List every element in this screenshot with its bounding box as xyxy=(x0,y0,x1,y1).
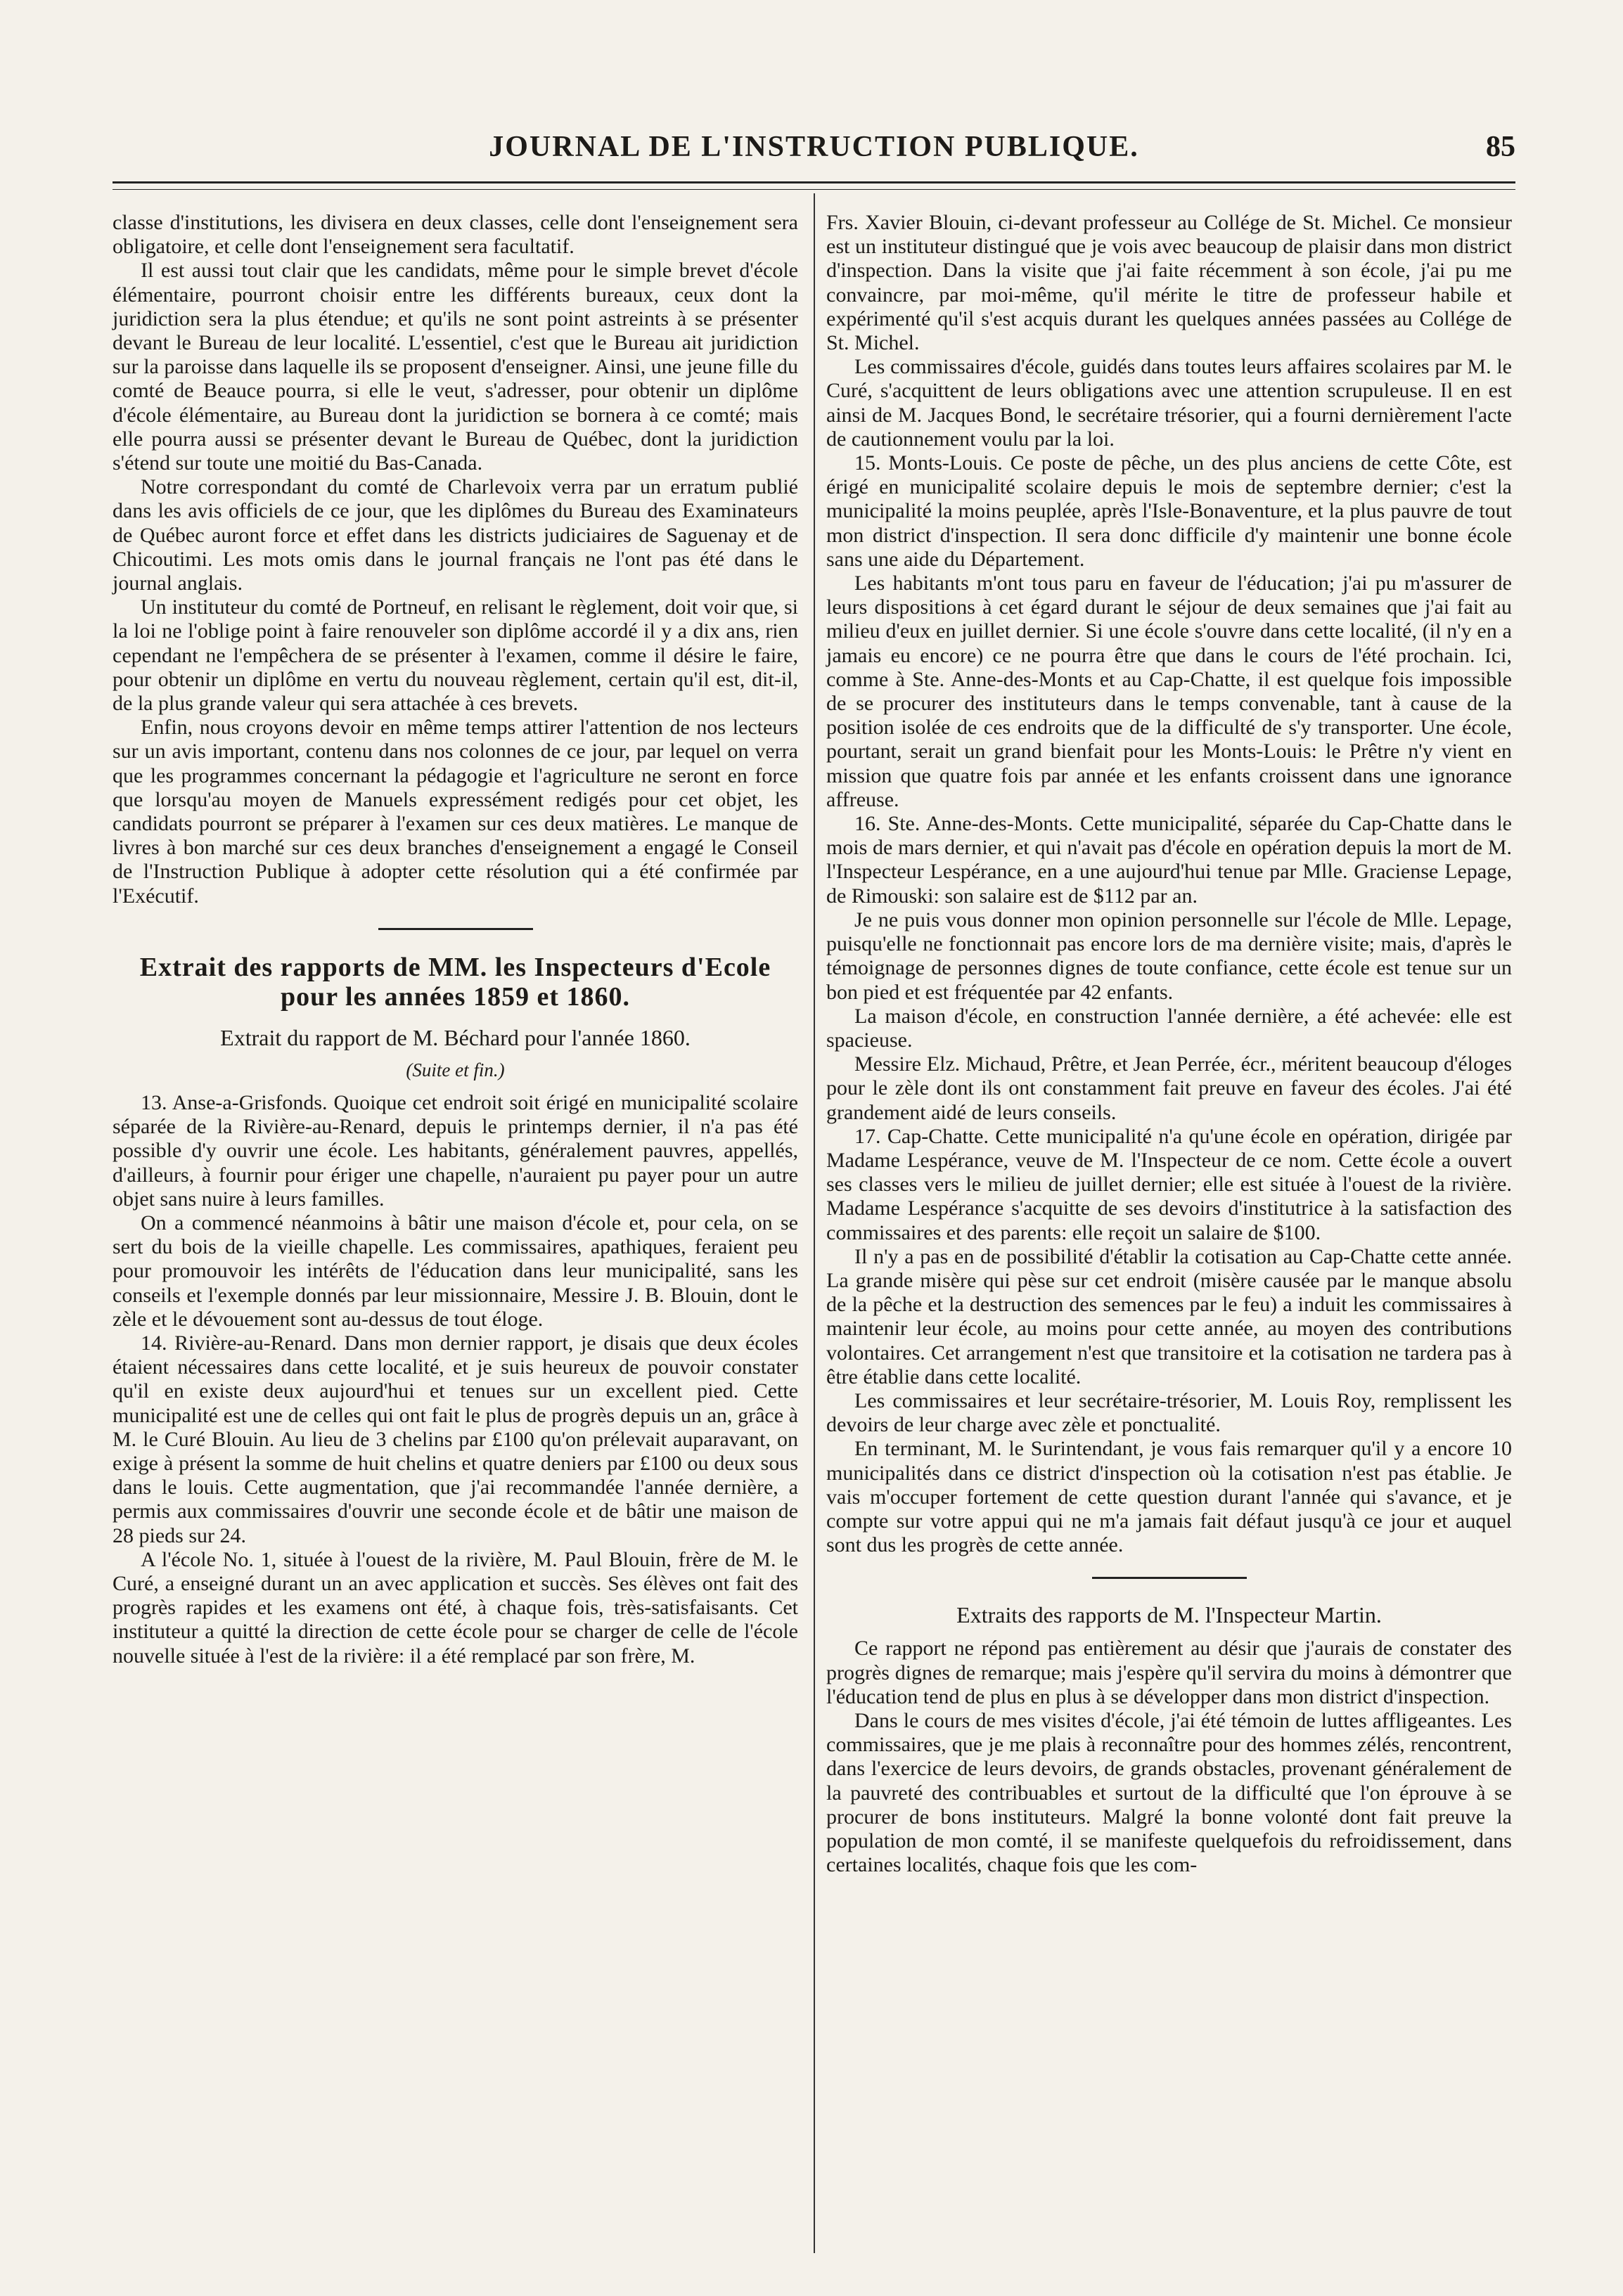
column-divider xyxy=(814,193,815,2253)
page-number: 85 xyxy=(1486,131,1515,163)
right-column xyxy=(826,211,1512,1877)
right-paragraph-10: Il n'y a pas en de possibilité d'établir la cotisation au Cap-Chatte cette année. La grande misère qui pèse sur cet endroit (misère causée par le manque absolu de la pêche et la destruction des semences par le feu) a induit les commissaires à maintenir leur école, au moins pour cette année, au moyen des contributions volontaires. Cet arrangement n'est que transitoire et la cotisation ne tardera pas à être établie dans cette localité. xyxy=(826,1244,1512,1388)
continued-note: (Suite et fin.) xyxy=(406,1059,505,1081)
right-paragraph-8: Messire Elz. Michaud, Prêtre, et Jean Perrée, écr., méritent beaucoup d'éloges pour le zèle dont ils ont constamment fait preuve en faveur des écoles. J'ai été grandement aidé de leurs conseils. xyxy=(826,1052,1512,1124)
left-paragraph-7: On a commencé néanmoins à bâtir une maison d'école et, pour cela, on se sert du bois de la vieille chapelle. Les commissaires, apathiques, feraient peu pour promouvoir les intérêts de l'éducation dans leur municipalité, sans les conseils et l'exemple donnés par leur missionnaire, Messire J. B. Blouin, dont le zèle et le dévouement sont au-dessus de tout éloge. xyxy=(113,1211,798,1331)
right-paragraph-2: Les commissaires d'école, guidés dans toutes leurs affaires scolaires par M. le Curé, s'acquittent de leurs obligations avec une attention scrupuleuse. Il en est ainsi de M. Jacques Bond, le secrétaire trésorier, qui a fourni dernièrement l'acte de cautionnement voulu par la loi. xyxy=(826,355,1512,451)
right-paragraph-12: En terminant, M. le Surintendant, je vous fais remarquer qu'il y a encore 10 municipalités dans ce district d'inspection où la cotisation n'est pas établie. Je vais m'occuper fortement de cette question durant l'année qui s'avance, et je compte sur votre appui qui ne m'a jamais fait défaut jusqu'à ce jour et auquel sont dus les progrès de cette année. xyxy=(826,1437,1512,1557)
left-paragraph-8: 14. Rivière-au-Renard. Dans mon dernier rapport, je disais que deux écoles étaient nécessaires dans cette localité, et je suis heureux de pouvoir constater qu'il en existe deux aujourd'hui et tenues sur un excellent pied. Cette municipalité est une de celles qui ont fait le plus de progrès depuis un an, grâce à M. le Curé Blouin. Au lieu de 3 chelins par £100 qu'on prélevait auparavant, on exige à présent la somme de huit chelins et quatre deniers par £100 ou deux sous dans le louis. Cette augmentation, que j'ai recommandée l'année dernière, a permis aux commissaires d'ouvrir une seconde école et de bâtir une maison de 28 pieds sur 24. xyxy=(113,1331,798,1547)
header-rule xyxy=(113,181,1515,190)
right-paragraph-4: Les habitants m'ont tous paru en faveur de l'éducation; j'ai pu m'assurer de leurs dispositions à cet égard durant le séjour de deux semaines que j'ai fait au milieu d'eux en juillet dernier. Si une école s'ouvre dans cette localité, (il n'y en a jamais eu encore) ce ne pourra être que dans le cours de l'été prochain. Ici, comme à Ste. Anne-des-Monts et au Cap-Chatte, il est quelque fois impossible de se procurer des instituteurs dans le temps convenable, tant à cause de la position isolée de ces endroits que de la difficulté de s'y transporter. Une école, pourtant, serait un grand bienfait pour les Monts-Louis: le Prêtre n'y vient en mission que quatre fois par année et les enfants croissent dans une ignorance affreuse. xyxy=(826,572,1512,811)
left-paragraph-9: A l'école No. 1, située à l'ouest de la rivière, M. Paul Blouin, frère de M. le Curé, a enseigné durant un an avec application et succès. Ses élèves ont fait des progrès rapides et les examens ont été, à chaque fois, très-satisfaisants. Cet instituteur a quitté la direction de cette école pour se charger de celle de l'école nouvelle située à l'est de la rivière: il a été remplacé par son frère, M. xyxy=(113,1547,798,1668)
left-paragraph-5: Enfin, nous croyons devoir en même temps attirer l'attention de nos lecteurs sur un avis important, contenu dans nos colonnes de ce jour, par lequel on verra que les programmes concernant la pédagogie et l'agriculture ne seront en force que lorsqu'au moyen de Manuels expressément redigés pour cet objet, les candidats pourront se préparer à l'examen sur ces deux matières. Le manque de livres à bon marché sur ces deux branches d'enseignement a engagé le Conseil de l'Instruction Publique à adopter cette résolution qui a été confirmée par l'Exécutif. xyxy=(113,716,798,908)
right-paragraph-9: 17. Cap-Chatte. Cette municipalité n'a qu'une école en opération, dirigée par Madame Lespérance, veuve de M. l'Inspecteur de ce nom. Cette école a ouvert ses classes vers le milieu de juillet dernier; elle est située à l'ouest de la rivière. Madame Lespérance s'acquitte de ses devoirs d'institutrice à la satisfaction des commissaires et des parents: elle reçoit un salaire de $100. xyxy=(826,1124,1512,1244)
right-paragraph-6: Je ne puis vous donner mon opinion personnelle sur l'école de Mlle. Lepage, puisqu'elle ne fonctionnait pas encore lors de ma dernière visite; mais, d'après le témoignage de personnes dignes de toute confiance, cette école est tenue sur un bon pied et est fréquentée par 42 enfants. xyxy=(826,908,1512,1004)
extract-subheading: Extrait du rapport de M. Béchard pour l'année 1860. xyxy=(220,1024,691,1050)
right-paragraph-14: Dans le cours de mes visites d'école, j'ai été témoin de luttes affligeantes. Les commissaires, que je me plais à reconnaître pour des hommes zélés, rencontrent, dans l'exercice de leurs devoirs, de grands obstacles, provenant généralement de la pauvreté des contribuables et surtout de la difficulté que l'on éprouve à se procurer de bons instituteurs. Malgré la bonne volonté dont fait preuve la population de mon comté, il se manifeste quelquefois du refroidissement, dans certaines localités, chaque fois que les com- xyxy=(826,1708,1512,1877)
running-title: JOURNAL DE L'INSTRUCTION PUBLIQUE. xyxy=(489,131,1139,163)
right-paragraph-13: Ce rapport ne répond pas entièrement au désir que j'aurais de constater des progrès dignes de remarque; mais j'espère qu'il servira du moins à démontrer que l'éducation tend de plus en plus à se développer dans mon district d'inspection. xyxy=(826,1637,1512,1708)
extract-heading: Extrait des rapports de MM. les Inspecteurs d'Ecole pour les années 1859 et 1860. xyxy=(139,952,771,1012)
left-paragraph-1: classe d'institutions, les divisera en deux classes, celle dont l'enseignement sera obligatoire, et celle dont l'enseignement sera facultatif. xyxy=(113,211,798,259)
section-rule xyxy=(378,928,533,930)
left-paragraph-2: Il est aussi tout clair que les candidats, même pour le simple brevet d'école élémentaire, pourront choisir entre les différents bureaux, ceux dont la juridiction sera la plus étendue; et qu'ils ne sont point astreints à se présenter devant le Bureau de leur localité. L'essentiel, c'est que le Bureau ait juridiction sur la paroisse dans laquelle ils se proposent d'enseigner. Ainsi, une jeune fille du comté de Beauce pourra, si elle le veut, s'adresser, pour obtenir un diplôme d'école élémentaire, au Bureau dont la juridiction se bornera à ce comté; mais elle pourra aussi se présenter devant le Bureau de Québec, dont la juridiction s'étend sur toute une moitié du Bas-Canada. xyxy=(113,259,798,475)
right-paragraph-1: Frs. Xavier Blouin, ci-devant professeur au Collége de St. Michel. Ce monsieur est un instituteur distingué que je vois avec beaucoup de plaisir dans mon district d'inspection. Dans la visite que j'ai faite récemment à son école, j'ai pu me convaincre, par moi-même, qu'il mérite le titre de professeur habile et expérimenté qu'il s'est acquis durant les quelques années passées au Collége de St. Michel. xyxy=(826,211,1512,355)
right-paragraph-3: 15. Monts-Louis. Ce poste de pêche, un des plus anciens de cette Côte, est érigé en municipalité scolaire depuis le mois de septembre dernier; c'est la municipalité la moins peuplée, après l'Isle-Bonaventure, et la plus pauvre de tout mon district d'inspection. Il sera donc difficile d'y maintenir une bonne école sans une aide du Département. xyxy=(826,451,1512,571)
right-paragraph-11: Les commissaires et leur secrétaire-trésorier, M. Louis Roy, remplissent les devoirs de leur charge avec zèle et ponctualité. xyxy=(826,1388,1512,1437)
martin-heading: Extraits des rapports de M. l'Inspecteur Martin. xyxy=(956,1602,1382,1628)
right-paragraph-7: La maison d'école, en construction l'année dernière, a été achevée: elle est spacieuse. xyxy=(826,1004,1512,1052)
left-paragraph-4: Un instituteur du comté de Portneuf, en relisant le règlement, doit voir que, si la loi ne l'oblige point à faire renouveler son diplôme accordé il y a dix ans, rien cependant ne l'empêchera de se présenter à l'examen, comme il désire le faire, pour obtenir un diplôme en vertu du nouveau règlement, certain qu'il est, dit-il, de la plus grande valeur qui sera attachée à ces brevets. xyxy=(113,595,798,716)
left-column xyxy=(113,211,798,1668)
section-rule-right xyxy=(1092,1577,1247,1579)
left-paragraph-6: 13. Anse-a-Grisfonds. Quoique cet endroit soit érigé en municipalité scolaire séparée de la Rivière-au-Renard, depuis le printemps dernier, il n'a pas été possible d'y ouvrir une école. Les habitants, généralement pauvres, appellés, d'ailleurs, à fournir pour ériger une chapelle, n'auraient pu payer pour un autre objet sans nuire à leurs familles. xyxy=(113,1090,798,1211)
left-paragraph-3: Notre correspondant du comté de Charlevoix verra par un erratum publié dans les avis officiels de ce jour, que les diplômes du Bureau des Examinateurs de Québec auront force et effet dans les districts judiciaires de Saguenay et de Chicoutimi. Les mots omis dans le journal français ne l'ont pas été dans le journal anglais. xyxy=(113,475,798,595)
page-header xyxy=(113,130,1515,186)
right-paragraph-5: 16. Ste. Anne-des-Monts. Cette municipalité, séparée du Cap-Chatte dans le mois de mars dernier, et qui n'avait pas d'école en opération depuis la mort de M. l'Inspecteur Lespérance, en a une aujourd'hui tenue par Mlle. Graciense Lepage, de Rimouski: son salaire est de $112 par an. xyxy=(826,812,1512,908)
